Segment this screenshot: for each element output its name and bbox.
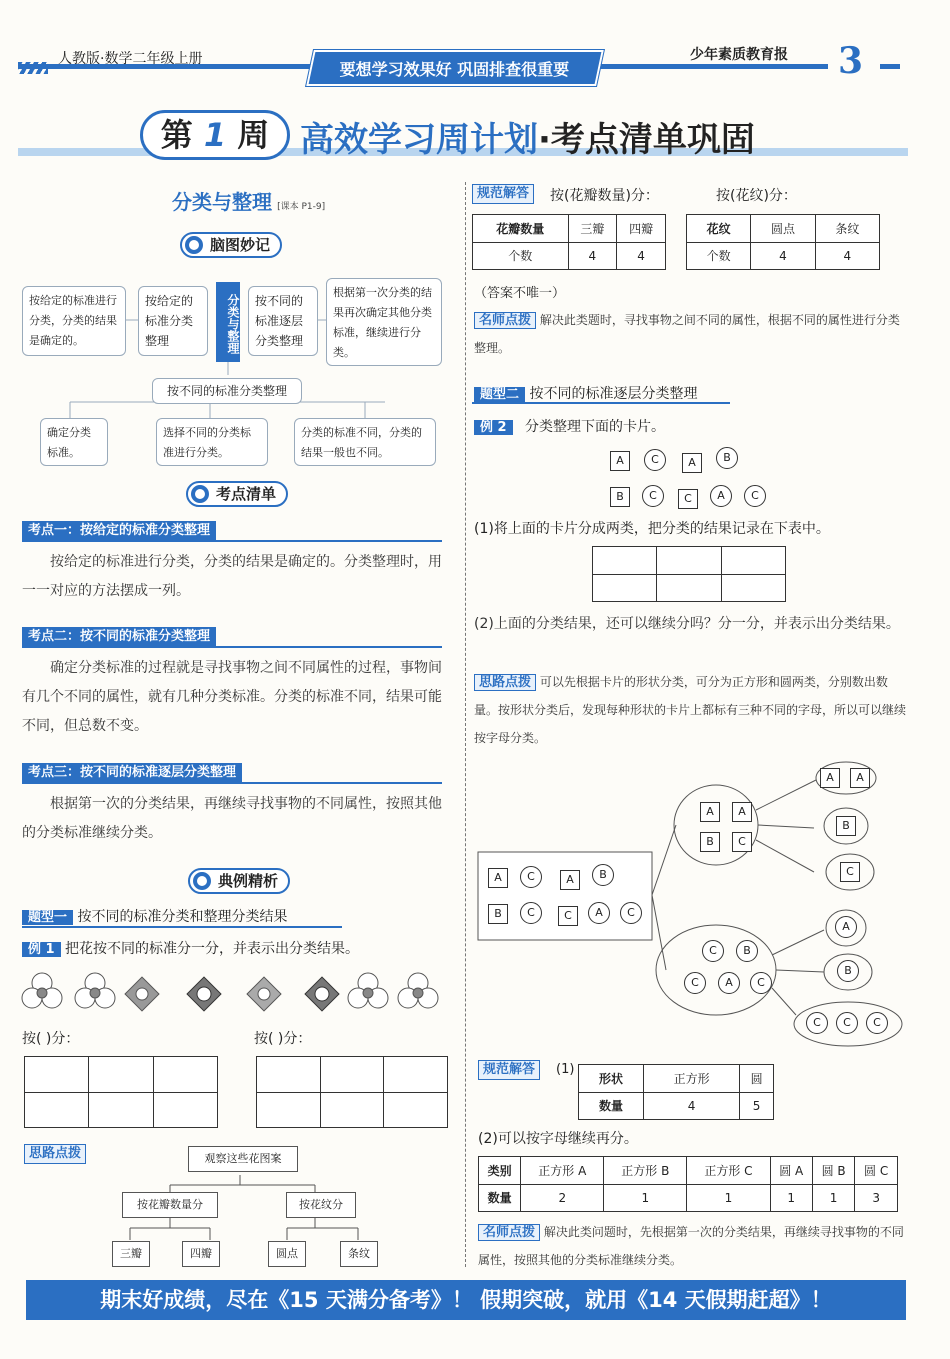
mm-box-b3: 分类的标准不同，分类的结果一般也不同。 bbox=[294, 418, 436, 466]
hint-tag: 思路点拨 bbox=[24, 1144, 86, 1164]
mm-box-mid: 按不同的标准分类整理 bbox=[152, 378, 302, 404]
mm-box-right2: 根据第一次分类的结果再次确定其他分类标准，继续进行分类。 bbox=[326, 278, 442, 366]
blank-table-2[interactable] bbox=[256, 1056, 448, 1128]
group-sq-b: B bbox=[836, 816, 856, 836]
answer-table-2: 花纹 圆点 条纹 个数 4 4 bbox=[686, 214, 880, 270]
page-number: 3 bbox=[838, 40, 864, 82]
page-dash bbox=[880, 64, 900, 69]
flower-4-dot-1 bbox=[187, 977, 221, 1011]
group-ci-c: C C C bbox=[806, 1012, 896, 1038]
tree-root: 观察这些花图案 bbox=[188, 1146, 298, 1172]
answer-by1: 按(花瓣数量)分： bbox=[550, 188, 659, 204]
leaf-dot: 圆点 bbox=[268, 1241, 306, 1267]
mm-box-right1: 按不同的标准逐层分类整理 bbox=[248, 286, 318, 356]
all-cards: A C A B B C C A C bbox=[476, 852, 652, 940]
leaf-four: 四瓣 bbox=[182, 1241, 220, 1267]
points-heading: 考点清单 bbox=[186, 481, 288, 507]
mm-box-left1: 按给定的标准进行分类，分类的结果是确定的。 bbox=[22, 286, 126, 356]
teacher-tip-1: 名师点拨 解决此类题时，寻找事物之间不同的属性，根据不同的属性进行分类整理。 bbox=[474, 313, 900, 355]
answer-table-4: 类别 正方形 A 正方形 B 正方形 C 圆 A 圆 B 圆 C 数量 2 1 1 1 1 3 bbox=[478, 1156, 898, 1212]
hint-2: 思路点拨 可以先根据卡片的形状分类，可分为正方形和圆两类，分别数出数量。按形状分类后，发现每种形状的卡片上都标有三种不同的字母，所以可以继续按字母分类。 bbox=[474, 675, 907, 745]
example-1: 例 1 把花按不同的标准分一分，并表示出分类结果。 bbox=[22, 938, 359, 960]
answer-table-3: 形状 正方形 圆 数量 4 5 bbox=[578, 1064, 774, 1120]
blank-table-3[interactable] bbox=[592, 546, 786, 602]
circle-group: C B C A C bbox=[680, 936, 790, 1006]
flower-3-stripe-2 bbox=[398, 973, 438, 1008]
flower-row bbox=[20, 968, 450, 1018]
group-ci-a: A bbox=[835, 916, 857, 938]
point-1-text: 按给定的标准进行分类，分类的结果是确定的。分类整理时，用一一对应的方法摆成一列。 bbox=[22, 554, 442, 599]
mindmap-heading: 脑图妙记 bbox=[180, 232, 282, 258]
week-badge: 第 1 周 bbox=[140, 110, 290, 160]
answer-tag: 规范解答 bbox=[472, 184, 534, 204]
question-2: (2)上面的分类结果，还可以继续分吗？分一分，并表示出分类结果。 bbox=[474, 616, 900, 632]
answer2-part1: (1) bbox=[556, 1062, 575, 1077]
card-set: A C A B B C C A C bbox=[600, 445, 780, 515]
type2-heading: 题型二 按不同的标准逐层分类整理 bbox=[474, 383, 697, 405]
answer-note: （答案不唯一） bbox=[474, 286, 566, 301]
leaf-three: 三瓣 bbox=[112, 1241, 150, 1267]
answer-by2: 按(花纹)分： bbox=[716, 188, 797, 204]
flower-4-stripe-1 bbox=[125, 977, 159, 1011]
point-3-tag: 考点三：按不同的标准逐层分类整理 bbox=[22, 763, 242, 783]
mm-box-left2: 按给定的标准分类整理 bbox=[138, 286, 208, 356]
group-sq-c: C bbox=[840, 862, 860, 882]
point-3-text: 根据第一次的分类结果，再继续寻找事物的不同属性，按照其他的分类标准继续分类。 bbox=[22, 796, 442, 841]
tree-petal: 按花瓣数量分 bbox=[122, 1192, 218, 1218]
examples-heading: 典例精析 bbox=[188, 868, 290, 894]
mm-box-b2: 选择不同的分类标准进行分类。 bbox=[156, 418, 268, 466]
flower-3-dot-1 bbox=[22, 973, 62, 1008]
blank-table-1[interactable] bbox=[24, 1056, 218, 1128]
footer-banner: 期末好成绩，尽在《15 天满分备考》！ 假期突破，就用《14 天假期赶超》！ bbox=[26, 1280, 906, 1320]
square-group: A A B C bbox=[690, 796, 770, 866]
point-2-text: 确定分类标准的过程就是寻找事物之间不同属性的过程，事物间有几个不同的属性，就有几种分类标准。分类的标准不同，结果可能不同，但总数不变。 bbox=[22, 660, 442, 734]
by-criterion-2: 按( )分： bbox=[254, 1031, 312, 1047]
flower-4-dot-2 bbox=[305, 977, 339, 1011]
header-slogan: 要想学习效果好 巩固排查很重要 bbox=[306, 50, 604, 86]
by-criterion-1: 按( )分： bbox=[22, 1031, 80, 1047]
answer2-tag: 规范解答 bbox=[478, 1060, 540, 1080]
group-ci-b: B bbox=[837, 960, 859, 982]
point-1-tag: 考点一：按给定的标准分类整理 bbox=[22, 521, 216, 541]
answer-table-1: 花瓣数量 三瓣 四瓣 个数 4 4 bbox=[472, 214, 666, 270]
type1-heading: 题型一 按不同的标准分类和整理分类结果 bbox=[22, 906, 287, 928]
section-title: 分类与整理 [课本 P1-9] bbox=[172, 190, 326, 214]
mm-center: 分类与整理 bbox=[216, 282, 240, 362]
example-2: 例 2 分类整理下面的卡片。 bbox=[474, 416, 665, 438]
flower-3-stripe-1 bbox=[348, 973, 388, 1008]
column-divider bbox=[465, 182, 466, 1267]
question-1: (1)将上面的卡片分成两类，把分类的结果记录在下表中。 bbox=[474, 521, 830, 537]
page-title: 高效学习周计划·考点清单巩固 bbox=[300, 120, 755, 160]
newspaper-name: 少年素质教育报 bbox=[690, 47, 788, 63]
target-icon bbox=[191, 485, 209, 503]
target-icon bbox=[193, 872, 211, 890]
group-sq-a: A A bbox=[818, 766, 878, 790]
teacher-tip-2: 名师点拨 解决此类问题时，先根据第一次的分类结果，再继续寻找事物的不同属性，按照其他的分类标准继续分类。 bbox=[478, 1225, 904, 1267]
flower-4-stripe-2 bbox=[247, 977, 281, 1011]
answer2-part2: (2)可以按字母继续再分。 bbox=[478, 1131, 638, 1147]
leaf-stripe: 条纹 bbox=[340, 1241, 378, 1267]
book-title: 人教版·数学二年级上册 bbox=[58, 51, 203, 67]
target-icon bbox=[185, 236, 203, 254]
mm-box-b1: 确定分类标准。 bbox=[40, 418, 108, 466]
flower-3-dot-2 bbox=[75, 973, 115, 1008]
tree-pattern: 按花纹分 bbox=[286, 1192, 356, 1218]
point-2-tag: 考点二：按不同的标准分类整理 bbox=[22, 627, 216, 647]
